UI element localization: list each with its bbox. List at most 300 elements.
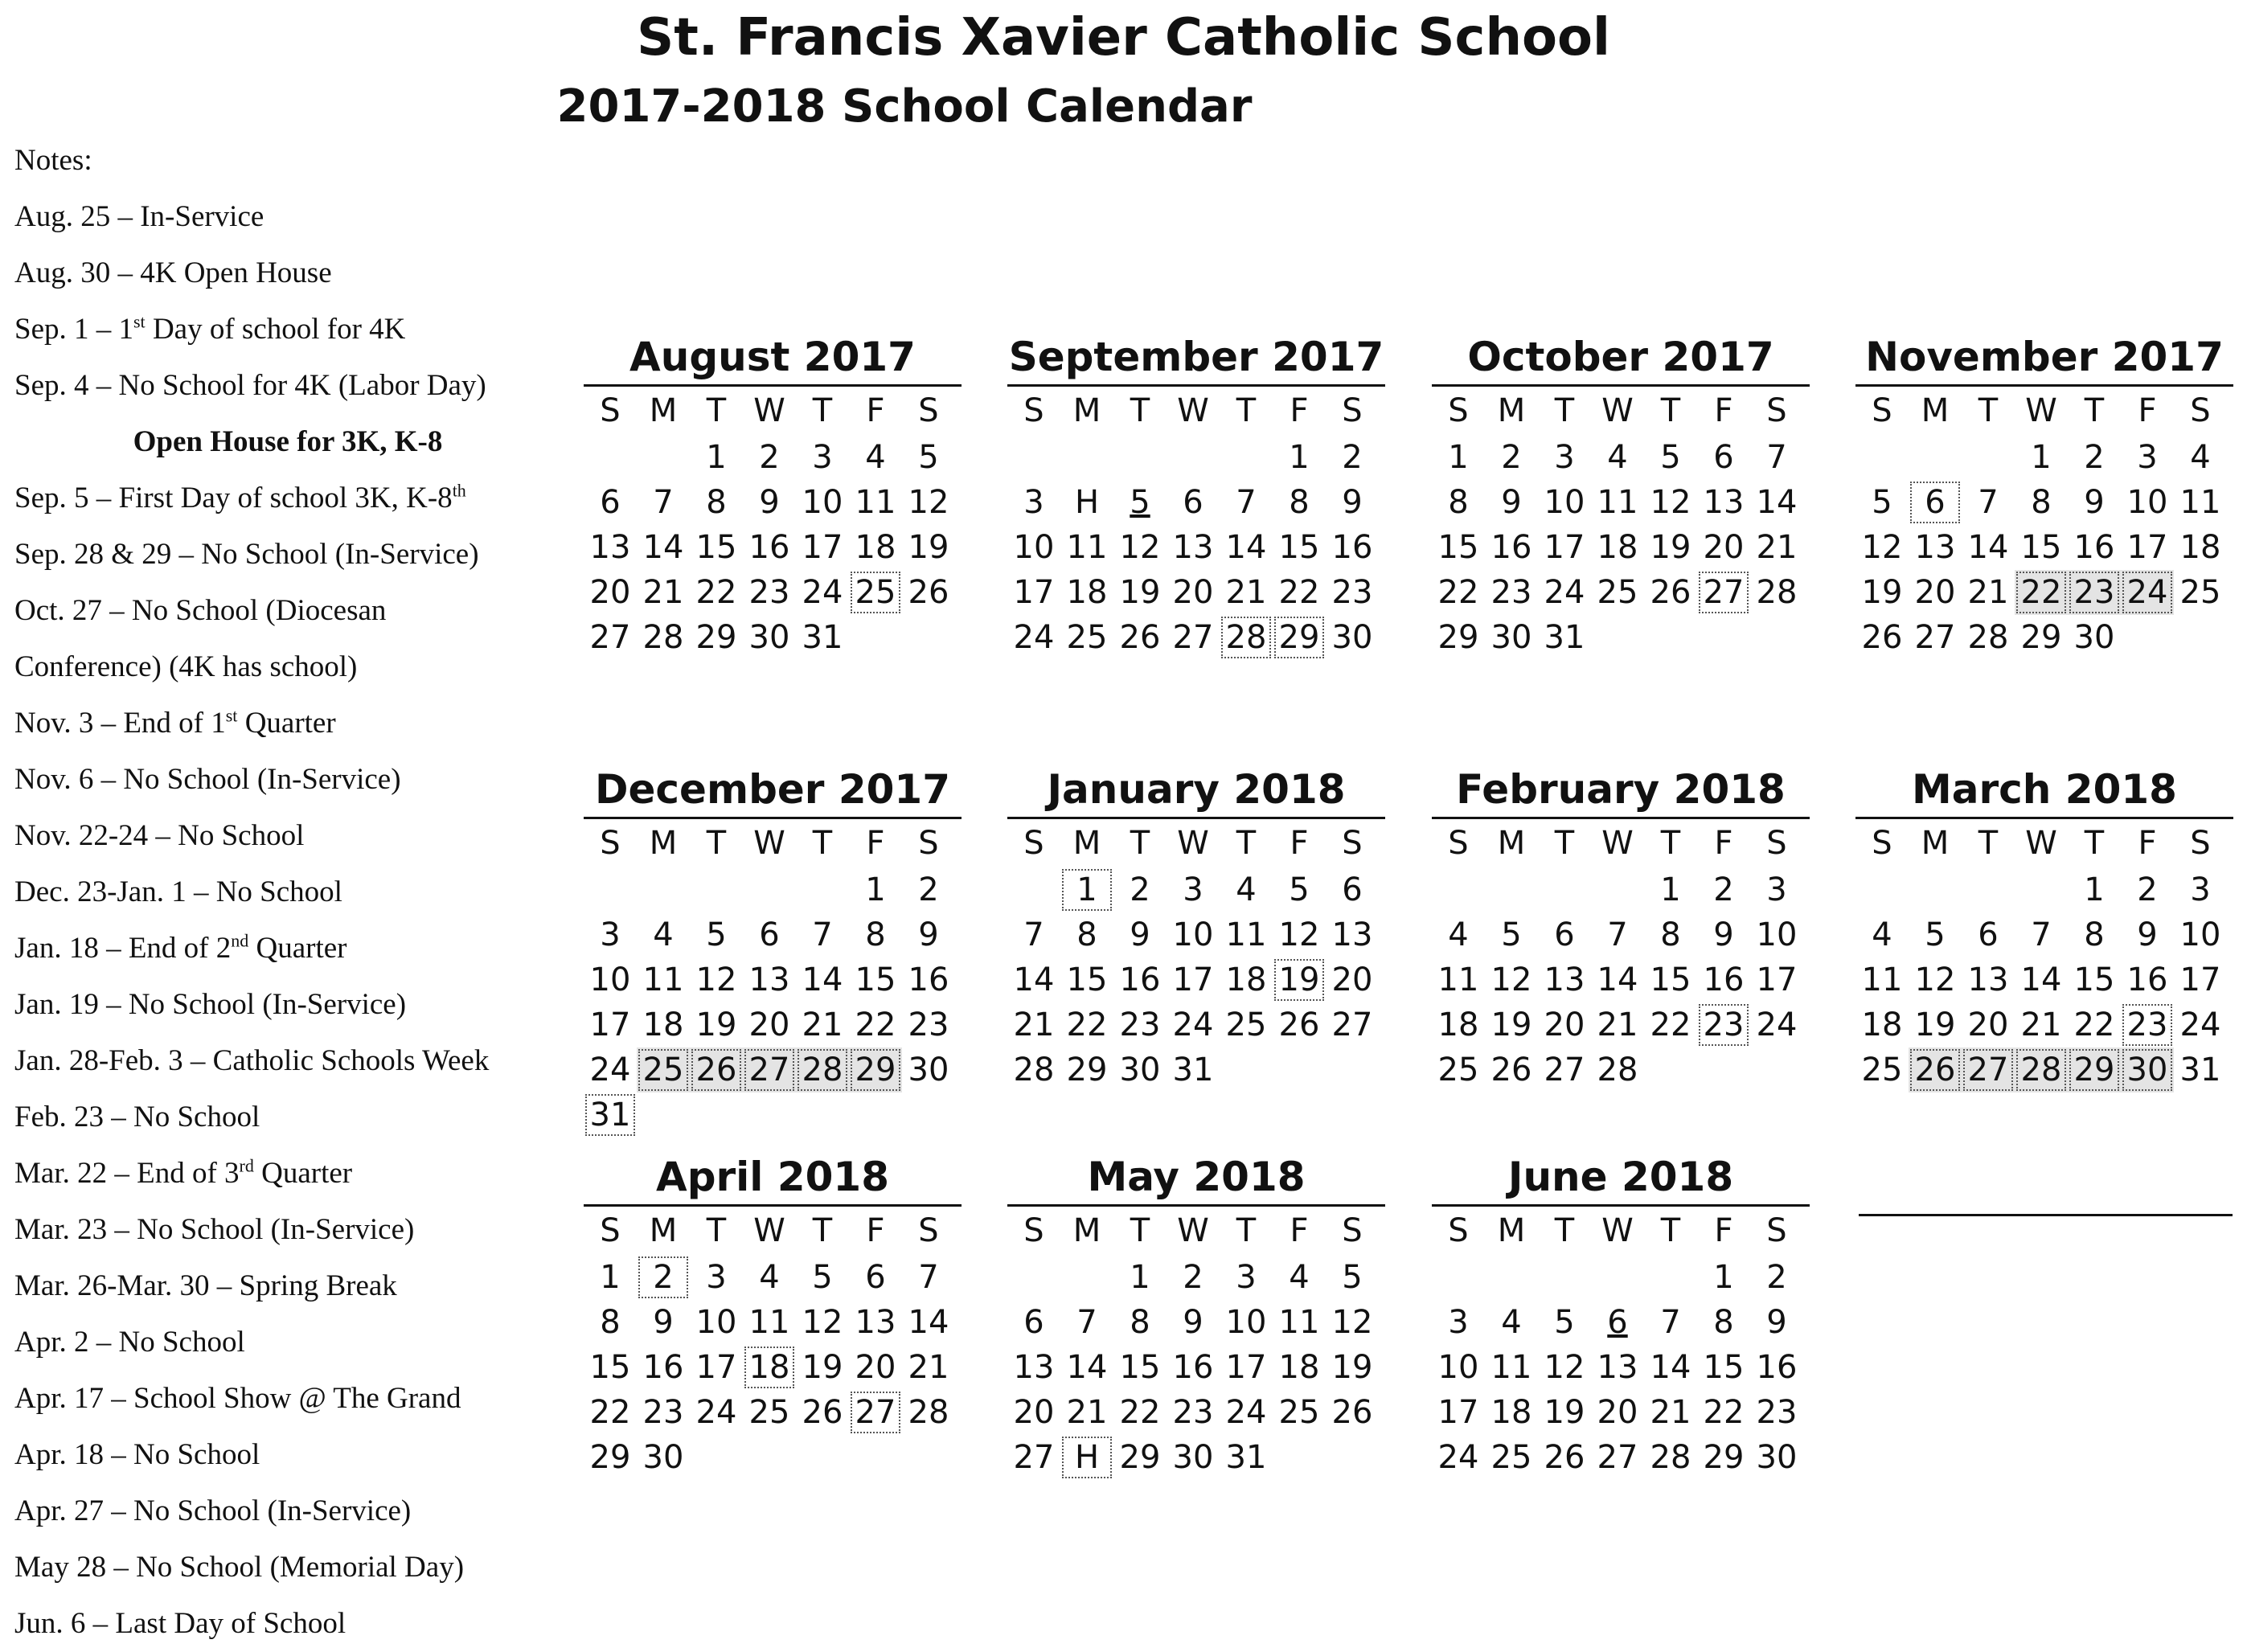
note-text-rest: Day of school for 4K xyxy=(145,313,406,346)
month-block xyxy=(584,330,962,660)
day-cell: 10 xyxy=(1013,529,1055,566)
day-cell: 8 xyxy=(600,1304,621,1341)
day-cell: 12 xyxy=(1331,1304,1373,1341)
day-cell xyxy=(849,1435,902,1480)
day-cell: 24 xyxy=(695,1394,737,1431)
month-title: September 2017 xyxy=(1007,330,1385,387)
note-text: Jan. 18 – End of 2 xyxy=(14,932,232,965)
day-cell xyxy=(637,1092,690,1138)
weekday-label: S xyxy=(1872,825,1892,862)
week-row xyxy=(1007,912,1385,957)
day-cell: 18 xyxy=(1861,1006,1903,1043)
day-cell: 7 xyxy=(2031,916,2052,953)
day-cell: 17 xyxy=(589,1006,631,1043)
day-cell: 29 xyxy=(849,1047,902,1092)
day-cell: 28 xyxy=(1756,574,1798,611)
day-cell: 26 xyxy=(1650,574,1691,611)
day-cell: 6 xyxy=(1023,1304,1044,1341)
week-row xyxy=(1007,1300,1385,1345)
weekday-label: T xyxy=(706,825,727,862)
day-cell xyxy=(637,435,690,480)
day-cell: 11 xyxy=(1278,1304,1320,1341)
day-cell xyxy=(902,1092,955,1138)
day-cell: 23 xyxy=(908,1006,949,1043)
month-title: December 2017 xyxy=(584,762,962,819)
day-cell: 29 xyxy=(695,619,737,656)
weekday-label: W xyxy=(2025,825,2057,862)
month-block xyxy=(1007,762,1385,1092)
weekday-label: M xyxy=(1497,1212,1526,1249)
week-row xyxy=(1007,1345,1385,1390)
day-cell: 21 xyxy=(1225,574,1267,611)
weekday-label: S xyxy=(918,1212,939,1249)
day-cell: 26 xyxy=(1331,1394,1373,1431)
day-cell: 10 xyxy=(1437,1349,1479,1386)
day-cell: 7 xyxy=(1236,484,1257,521)
weekday-label: S xyxy=(1342,392,1363,429)
day-cell: 23 xyxy=(1756,1394,1798,1431)
note-text: Feb. 23 – No School xyxy=(14,1101,260,1133)
day-cell: 16 xyxy=(2073,529,2115,566)
day-cell: 22 xyxy=(1066,1006,1108,1043)
day-cell xyxy=(1962,435,2015,480)
note-text: Oct. 27 – No School (Diocesan xyxy=(14,594,387,627)
weekday-header xyxy=(1007,819,1385,867)
month-block xyxy=(1007,330,1385,660)
day-cell: 21 xyxy=(1967,574,2009,611)
day-cell: 22 xyxy=(1119,1394,1161,1431)
day-cell: 5 xyxy=(1289,871,1310,908)
day-cell xyxy=(1538,1255,1591,1300)
week-row xyxy=(584,615,962,660)
day-cell xyxy=(1113,435,1167,480)
day-cell xyxy=(1007,867,1060,912)
week-row xyxy=(584,1092,962,1138)
day-cell: 19 xyxy=(1331,1349,1373,1386)
note-text: Mar. 22 – End of 3 xyxy=(14,1157,240,1190)
day-cell: 11 xyxy=(1490,1349,1532,1386)
day-cell: 15 xyxy=(2073,961,2115,998)
day-cell xyxy=(902,615,955,660)
day-cell: 11 xyxy=(748,1304,790,1341)
note-item xyxy=(14,1596,561,1652)
day-cell: 10 xyxy=(2126,484,2168,521)
day-cell: 18 xyxy=(1066,574,1108,611)
weekday-label: S xyxy=(1766,392,1787,429)
day-cell xyxy=(1962,867,2015,912)
day-cell: 4 xyxy=(865,439,886,476)
note-text: May 28 – No School (Memorial Day) xyxy=(14,1551,465,1584)
month-title: August 2017 xyxy=(584,330,962,387)
day-cell: 13 xyxy=(1172,529,1214,566)
weekday-label: T xyxy=(1660,825,1681,862)
day-cell xyxy=(1855,867,1909,912)
day-cell: 14 xyxy=(1597,961,1638,998)
day-cell: 9 xyxy=(2137,916,2158,953)
note-text-rest: Quarter xyxy=(253,1157,353,1190)
notes-list xyxy=(14,133,561,1652)
day-cell: 2 xyxy=(918,871,939,908)
note-item xyxy=(14,301,561,358)
day-cell xyxy=(1538,867,1591,912)
day-cell: 23 xyxy=(748,574,790,611)
day-cell: 19 xyxy=(1650,529,1691,566)
month-title: February 2018 xyxy=(1432,762,1810,819)
day-cell: 2 xyxy=(1183,1259,1203,1296)
week-row xyxy=(584,1002,962,1047)
weekday-header xyxy=(1855,819,2233,867)
note-item xyxy=(14,808,561,864)
day-cell xyxy=(1220,435,1273,480)
day-cell: 24 xyxy=(802,574,843,611)
weekday-label: T xyxy=(1130,392,1150,429)
day-cell: 17 xyxy=(695,1349,737,1386)
note-item xyxy=(14,133,561,189)
weekday-label: F xyxy=(1714,825,1733,862)
weekday-label: S xyxy=(1023,825,1044,862)
weekday-label: M xyxy=(1072,392,1101,429)
day-cell: 2 xyxy=(1766,1259,1787,1296)
day-cell: 24 xyxy=(1013,619,1055,656)
weekday-label: T xyxy=(812,1212,833,1249)
weekday-label: F xyxy=(866,392,885,429)
day-cell: 5 xyxy=(1925,916,1946,953)
day-cell: 8 xyxy=(1289,484,1310,521)
day-cell: 23 xyxy=(1490,574,1532,611)
day-cell xyxy=(1220,1047,1273,1092)
note-item xyxy=(14,639,561,695)
day-cell: 9 xyxy=(653,1304,674,1341)
day-cell: 11 xyxy=(1066,529,1108,566)
day-cell: 21 xyxy=(802,1006,843,1043)
day-cell: 14 xyxy=(1225,529,1267,566)
weekday-label: W xyxy=(1601,825,1634,862)
week-row xyxy=(1432,912,1810,957)
week-row xyxy=(1432,1300,1810,1345)
day-cell: 30 xyxy=(1331,619,1373,656)
note-text: Dec. 23-Jan. 1 – No School xyxy=(14,875,342,908)
day-cell xyxy=(849,1092,902,1138)
note-item xyxy=(14,1539,561,1596)
day-cell: 24 xyxy=(1437,1439,1479,1476)
day-cell xyxy=(1060,1255,1113,1300)
day-cell: 13 xyxy=(1703,484,1745,521)
day-cell: 30 xyxy=(748,619,790,656)
day-cell: 10 xyxy=(589,961,631,998)
day-cell: 29 xyxy=(1273,615,1326,660)
day-cell: 25 xyxy=(1437,1051,1479,1088)
day-cell: 8 xyxy=(1076,916,1097,953)
day-cell: 13 xyxy=(589,529,631,566)
day-cell: 27 xyxy=(1962,1047,2015,1092)
week-row xyxy=(1855,570,2233,615)
day-cell: 29 xyxy=(1703,1439,1745,1476)
day-cell: 27 xyxy=(1597,1439,1638,1476)
day-cell: 16 xyxy=(908,961,949,998)
week-row xyxy=(584,1435,962,1480)
day-cell xyxy=(1644,1047,1697,1092)
day-cell: 24 xyxy=(2121,570,2174,615)
day-cell xyxy=(584,435,637,480)
weekday-header xyxy=(584,819,962,867)
week-row xyxy=(1855,1002,2233,1047)
day-cell: 16 xyxy=(1490,529,1532,566)
weekday-label: M xyxy=(1072,1212,1101,1249)
day-cell: 30 xyxy=(642,1439,684,1476)
day-cell: 10 xyxy=(695,1304,737,1341)
week-row xyxy=(584,957,962,1002)
day-cell: 22 xyxy=(695,574,737,611)
day-cell: 20 xyxy=(1331,961,1373,998)
note-text: Jan. 28-Feb. 3 – Catholic Schools Week xyxy=(14,1044,490,1077)
note-superscript: th xyxy=(452,480,466,501)
day-cell: 23 xyxy=(1172,1394,1214,1431)
note-item xyxy=(14,414,561,470)
day-cell: 2 xyxy=(2084,439,2105,476)
month-title: November 2017 xyxy=(1855,330,2233,387)
weekday-label: F xyxy=(1714,1212,1733,1249)
note-text: Mar. 23 – No School (In-Service) xyxy=(14,1213,415,1246)
day-cell: 27 xyxy=(1013,1439,1055,1476)
weekday-header xyxy=(1007,1207,1385,1255)
day-cell: 29 xyxy=(589,1439,631,1476)
week-row xyxy=(584,1345,962,1390)
day-cell: 25 xyxy=(1225,1006,1267,1043)
day-cell: 10 xyxy=(1544,484,1585,521)
weekday-label: T xyxy=(1554,1212,1575,1249)
day-cell: 14 xyxy=(802,961,843,998)
week-row xyxy=(1007,867,1385,912)
weekday-label: T xyxy=(2084,392,2105,429)
day-cell: 7 xyxy=(1023,916,1044,953)
day-cell: 15 xyxy=(1066,961,1108,998)
day-cell xyxy=(1432,867,1485,912)
weekday-label: S xyxy=(600,392,621,429)
day-cell: 26 xyxy=(908,574,949,611)
day-cell: 7 xyxy=(918,1259,939,1296)
month-title: October 2017 xyxy=(1432,330,1810,387)
note-text: Mar. 26-Mar. 30 – Spring Break xyxy=(14,1269,397,1302)
weekday-label: W xyxy=(753,392,785,429)
day-cell: 21 xyxy=(1597,1006,1638,1043)
note-item xyxy=(14,1483,561,1539)
day-cell: 2 xyxy=(1501,439,1522,476)
day-cell: 17 xyxy=(1013,574,1055,611)
day-cell: 2 xyxy=(1130,871,1150,908)
day-cell: 5 xyxy=(1130,484,1150,521)
weekday-label: W xyxy=(1601,392,1634,429)
day-cell xyxy=(849,615,902,660)
day-cell: 26 xyxy=(1278,1006,1320,1043)
day-cell: 19 xyxy=(1544,1394,1585,1431)
day-cell: 28 xyxy=(1220,615,1273,660)
day-cell: 14 xyxy=(1650,1349,1691,1386)
day-cell: 11 xyxy=(642,961,684,998)
day-cell: 9 xyxy=(1501,484,1522,521)
weekday-label: S xyxy=(1023,1212,1044,1249)
note-text: Sep. 1 – 1 xyxy=(14,313,133,346)
day-cell: 14 xyxy=(642,529,684,566)
note-text: Sep. 28 & 29 – No School (In-Service) xyxy=(14,538,479,571)
note-superscript: nd xyxy=(231,930,249,951)
day-cell: 18 xyxy=(2179,529,2221,566)
weekday-label: S xyxy=(1872,392,1892,429)
weekday-label: W xyxy=(1177,392,1209,429)
day-cell xyxy=(1485,1255,1538,1300)
day-cell: 6 xyxy=(600,484,621,521)
day-cell: 8 xyxy=(1448,484,1469,521)
weekday-label: T xyxy=(706,1212,727,1249)
day-cell: 8 xyxy=(1130,1304,1150,1341)
note-item xyxy=(14,1427,561,1483)
day-cell: 21 xyxy=(1013,1006,1055,1043)
note-text: Conference) (4K has school) xyxy=(14,650,358,683)
day-cell: 28 xyxy=(1650,1439,1691,1476)
day-cell: 6 xyxy=(1713,439,1734,476)
day-cell: 22 xyxy=(1278,574,1320,611)
day-cell: 7 xyxy=(653,484,674,521)
note-item xyxy=(14,470,561,527)
month-block xyxy=(1007,1150,1385,1480)
week-row xyxy=(1855,912,2233,957)
day-cell: 22 xyxy=(2015,570,2068,615)
day-cell: 17 xyxy=(1544,529,1585,566)
day-cell: 19 xyxy=(695,1006,737,1043)
day-cell: 28 xyxy=(642,619,684,656)
day-cell: 22 xyxy=(1650,1006,1691,1043)
day-cell: 18 xyxy=(1437,1006,1479,1043)
day-cell xyxy=(1591,867,1644,912)
note-text: Apr. 18 – No School xyxy=(14,1438,260,1471)
day-cell xyxy=(1644,615,1697,660)
week-row xyxy=(1432,615,1810,660)
week-row xyxy=(584,1047,962,1092)
day-cell: 18 xyxy=(642,1006,684,1043)
day-cell: 18 xyxy=(1490,1394,1532,1431)
day-cell: 25 xyxy=(849,570,902,615)
note-item xyxy=(14,1089,561,1146)
week-row xyxy=(584,867,962,912)
week-row xyxy=(1432,570,1810,615)
day-cell: 24 xyxy=(1225,1394,1267,1431)
month-block xyxy=(584,1150,962,1480)
weekday-label: S xyxy=(918,392,939,429)
week-row xyxy=(1855,957,2233,1002)
day-cell: 11 xyxy=(1437,961,1479,998)
week-row xyxy=(1007,957,1385,1002)
week-row xyxy=(1432,957,1810,1002)
month-block xyxy=(1432,762,1810,1092)
day-cell: 15 xyxy=(1119,1349,1161,1386)
week-row xyxy=(584,525,962,570)
day-cell: 3 xyxy=(2190,871,2211,908)
day-cell: 30 xyxy=(1756,1439,1798,1476)
day-cell: 2 xyxy=(1342,439,1363,476)
day-cell: 11 xyxy=(2179,484,2221,521)
day-cell: 12 xyxy=(695,961,737,998)
day-cell: 21 xyxy=(642,574,684,611)
day-cell xyxy=(1273,1047,1326,1092)
weekday-label: S xyxy=(1023,392,1044,429)
day-cell: 1 xyxy=(865,871,886,908)
weekday-label: T xyxy=(1130,825,1150,862)
day-cell: 9 xyxy=(1183,1304,1203,1341)
empty-month-rule xyxy=(1859,1214,2233,1216)
day-cell: 31 xyxy=(1225,1439,1267,1476)
day-cell xyxy=(584,867,637,912)
day-cell: 20 xyxy=(1703,529,1745,566)
day-cell: 31 xyxy=(1544,619,1585,656)
day-cell: 14 xyxy=(2020,961,2062,998)
weekday-label: T xyxy=(1660,1212,1681,1249)
weekday-label: S xyxy=(1342,1212,1363,1249)
day-cell: 3 xyxy=(812,439,833,476)
note-item xyxy=(14,583,561,639)
day-cell: 8 xyxy=(1660,916,1681,953)
week-row xyxy=(1007,570,1385,615)
day-cell: 8 xyxy=(2084,916,2105,953)
day-cell xyxy=(2121,615,2174,660)
day-cell xyxy=(1060,435,1113,480)
day-cell: 11 xyxy=(1597,484,1638,521)
note-item xyxy=(14,189,561,245)
weekday-label: T xyxy=(1236,825,1257,862)
day-cell: 25 xyxy=(1490,1439,1532,1476)
day-cell: 13 xyxy=(855,1304,896,1341)
week-row xyxy=(1007,1002,1385,1047)
day-cell: 12 xyxy=(802,1304,843,1341)
day-cell: 7 xyxy=(1978,484,1999,521)
day-cell: 31 xyxy=(802,619,843,656)
day-cell: 8 xyxy=(2031,484,2052,521)
day-cell: 13 xyxy=(1597,1349,1638,1386)
day-cell: 29 xyxy=(2068,1047,2121,1092)
day-cell: 4 xyxy=(1872,916,1892,953)
month-block xyxy=(1432,330,1810,660)
day-cell: 6 xyxy=(1554,916,1575,953)
note-text: Sep. 5 – First Day of school 3K, K-8 xyxy=(14,482,453,514)
week-row xyxy=(1432,525,1810,570)
day-cell: 25 xyxy=(2179,574,2221,611)
day-cell: 8 xyxy=(1713,1304,1734,1341)
day-cell: 22 xyxy=(589,1394,631,1431)
week-row xyxy=(1432,1047,1810,1092)
day-cell: 9 xyxy=(1713,916,1734,953)
day-cell: 3 xyxy=(2137,439,2158,476)
week-row xyxy=(1855,1047,2233,1092)
day-cell xyxy=(743,1092,796,1138)
day-cell: 1 xyxy=(1289,439,1310,476)
weekday-header xyxy=(1432,819,1810,867)
weekday-label: T xyxy=(706,392,727,429)
day-cell: 20 xyxy=(589,574,631,611)
day-cell: 21 xyxy=(1650,1394,1691,1431)
day-cell: 11 xyxy=(1861,961,1903,998)
day-cell: 30 xyxy=(1490,619,1532,656)
weekday-label: T xyxy=(1978,825,1999,862)
weekday-label: S xyxy=(1766,1212,1787,1249)
day-cell: 29 xyxy=(1437,619,1479,656)
day-cell: 5 xyxy=(1554,1304,1575,1341)
weekday-label: M xyxy=(1072,825,1101,862)
weekday-label: T xyxy=(812,392,833,429)
month-title: March 2018 xyxy=(1855,762,2233,819)
day-cell: 22 xyxy=(2073,1006,2115,1043)
note-item xyxy=(14,245,561,301)
day-cell: 28 xyxy=(2015,1047,2068,1092)
day-cell: 7 xyxy=(1607,916,1628,953)
day-cell: 24 xyxy=(1172,1006,1214,1043)
